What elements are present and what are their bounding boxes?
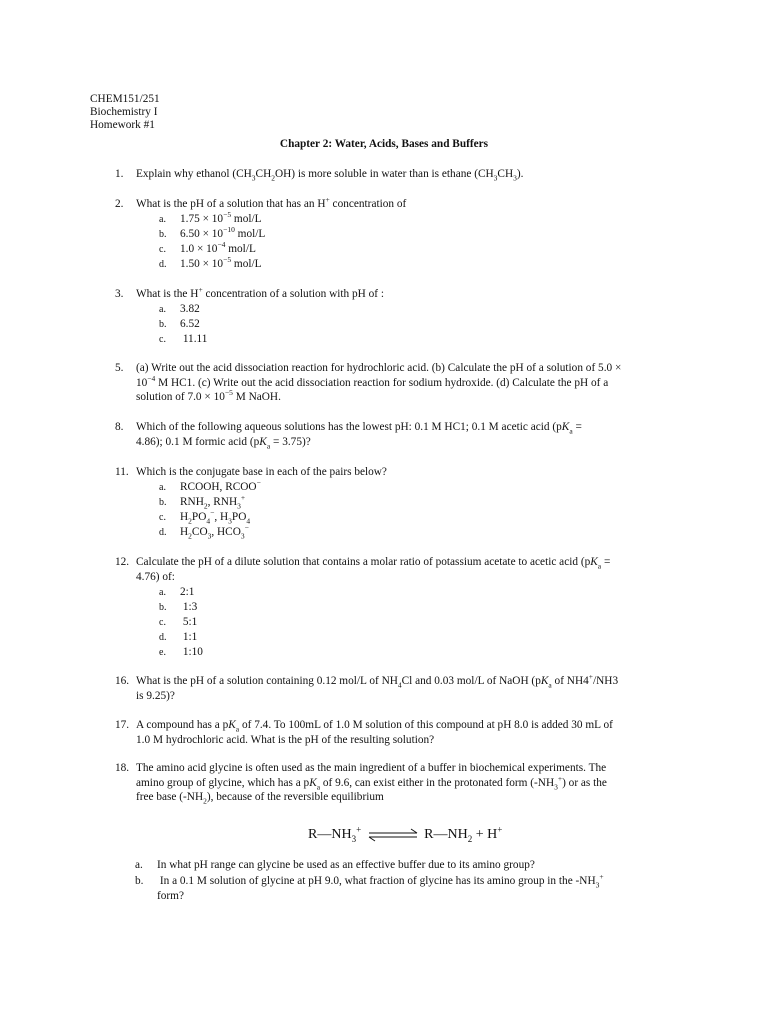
sub-item: d. $H_2CO_3$, $HCO_3^-$	[159, 523, 249, 541]
sub-item: b. 6.52	[159, 318, 200, 330]
question-text: A compound has a $pK_a$ of 7.4. To 100mL of 1.0 M solution of this compound at pH 8.0 is added 30 mL of 1.0 M hydrochloric acid. What is the pH of the resulting solution?	[136, 719, 613, 746]
question-number: 12.	[115, 556, 130, 568]
question-number: 2.	[115, 198, 124, 210]
equilibrium-equation: $R—NH_3^+$ $R—NH_2 + H^+$	[308, 824, 503, 844]
question-text: (a) Write out the acid dissociation reaction for hydrochloric acid. (b) Calculate the pH of a solution of 5.0 × $10^{-4}$ M HC1. (c) Write out the acid dissociation reaction for sodium hydroxide. (d) Calculate the pH of a solution of $7.0 \times 10^{-5}$ M NaOH.	[136, 362, 622, 404]
chapter-title: Chapter 2: Water, Acids, Bases and Buffers	[279, 138, 489, 150]
sub-item: d. $1.50 \times 10^{-5}$ mol/L	[159, 255, 262, 270]
question-number: 1.	[115, 168, 124, 180]
sub-item: a. RCOOH, RCOO−	[159, 478, 261, 493]
sub-item: e. 1:10	[159, 646, 203, 658]
sub-item: b. 1:3	[159, 601, 198, 613]
sub-item: d. 1:1	[159, 631, 198, 643]
sub-item: b. $6.50 \times 10^{-10}$ mol/L	[159, 225, 266, 240]
question-text: The amino acid glycine is often used as the main ingredient of a buffer in biochemical experiments. The amino group of glycine, which has a $pK_a$ of 9.6, can exist either in the protonated form $(-NH_3^+)$ or as the free base $(-NH_2)$, because of the reversible equilibrium	[136, 762, 607, 806]
question-number: 8.	[115, 421, 124, 433]
sub-item: c. $1.0 \times 10^{-4}$ mol/L	[159, 240, 256, 255]
question-number: 3.	[115, 288, 124, 300]
sub-item: a. 3.82	[159, 303, 200, 315]
question-text: What is the pH of a solution that has an H+ concentration of	[136, 195, 407, 210]
homework-label: Homework #1	[90, 119, 155, 131]
question-number: 5.	[115, 362, 124, 374]
course-code: CHEM151/251	[90, 93, 160, 105]
question-number: 11.	[115, 466, 129, 478]
sub-item: a. $1.75 \times 10^{-5}$ mol/L	[159, 210, 262, 225]
sub-item: b. $RNH_2$, $RNH_3^+$	[159, 493, 246, 511]
course-subject: Biochemistry I	[90, 106, 158, 118]
sub-item: c. 5:1	[159, 616, 198, 628]
question-number: 16.	[115, 675, 130, 687]
equilibrium-arrow-icon	[365, 828, 421, 842]
sub-item: c. 11.11	[159, 333, 208, 345]
question-number: 18.	[115, 762, 130, 774]
sub-item: c. $H_2PO_4^-$, $H_3PO_4$	[159, 508, 251, 526]
document-header	[90, 93, 160, 132]
question-text: Which of the following aqueous solutions has the lowest pH: 0.1 M HC1; 0.1 M acetic acid ($pK_a$ = 4.86); 0.1 M formic acid $(pK_a = 3.75)$?	[136, 421, 582, 450]
question-text: Explain why ethanol $(CH_3CH_2OH)$ is more soluble in water than is ethane $(CH_3CH_3)$.	[136, 168, 524, 183]
question-text: What is the pH of a solution containing 0.12 mol/L of $NH_4Cl$ and 0.03 mol/L of NaOH ($pK_a$ of NH4+/NH3 is 9.25)?	[136, 672, 619, 702]
question-text: Which is the conjugate base in each of the pairs below?	[136, 466, 387, 478]
sub-item: a. 2:1	[159, 586, 195, 598]
question-text: Calculate the pH of a dilute solution that contains a molar ratio of potassium acetate to acetic acid ($pK_a$ = 4.76) of:	[136, 556, 611, 583]
homework-page: CHEM151/251 Biochemistry I Homework #1 Chapter 2: Water, Acids, Bases and Buffers 1. Explain why ethanol $(CH_3CH_2OH)$ is more soluble in water than is ethane $(CH_3CH_3)$. 2. What is the pH of a solution that has an H+ concentration of a. $1.75 \times 10^{-5}$ mol/L b. $6.50 \times 10^{-10}$ mol/L c. $1.0 \times 10^{-4}$ mol/L d. $1.50 \times 10^{-5}$ mol/L 3. What is the H+ concentration of a solution with pH of : a. 3.82 b. 6.52 c. 11.11 5. (a) Write out the acid dissociation reaction for hydrochloric acid. (b) Calculate the pH of a solution of 5.0 × $10^{-4}$ M HC1. (c) Write out the acid dissociation reaction for sodium hydroxide. (d) Calculate the pH of a solution of $7.0 \times 10^{-5}$ M NaOH. 8. Which of the following aqueous solutions has the lowest pH: 0.1 M HC1; 0.1 M acetic acid ($pK_a$ = 4.86); 0.1 M formic acid $(pK_a = 3.75)$? 11. Which is the conjugate base in each of the pairs below? a. RCOOH, RCOO− b. $RNH_2$, $RNH_3^+$ c. $H_2PO_4^-$, $H_3PO_4$ d. $H_2CO_3$, $HCO_3^-$ 12. Calculate the pH of a dilute solution that contains a molar ratio of potassium acetate to acetic acid ($pK_a$ = 4.76) of: a. 2:1 b. 1:3 c. 5:1 d. 1:1 e. 1:10 16. What is the pH of a solution containing 0.12 mol/L of $NH_4Cl$ and 0.03 mol/L of NaOH ($pK_a$ of NH4+/NH3 is 9.25)? 17. A compound has a $pK_a$ of 7.4. To 100mL of 1.0 M solution of this compound at pH 8.0 is added 30 mL of 1.0 M hydrochloric acid. What is the pH of the resulting solution? 18. The amino acid glycine is often used as the main ingredient of a buffer in biochemical experiments. The amino group of glycine, which has a $pK_a$ of 9.6, can exist either in the protonated form $(-NH_3^+)$ or as the free base $(-NH_2)$, because of the reversible equilibrium $R—NH_3^+$ $R—NH_2 + H^+$ a. In what pH range can glycine be used as an effective buffer due to its amino group? b. In a 0.1 M solution of glycine at pH 9.0, what fraction of glycine has its amino group in the $-NH_3^+$ form?	[0, 0, 768, 1024]
question-text: What is the H+ concentration of a solution with pH of :	[136, 285, 385, 300]
question-number: 17.	[115, 719, 130, 731]
